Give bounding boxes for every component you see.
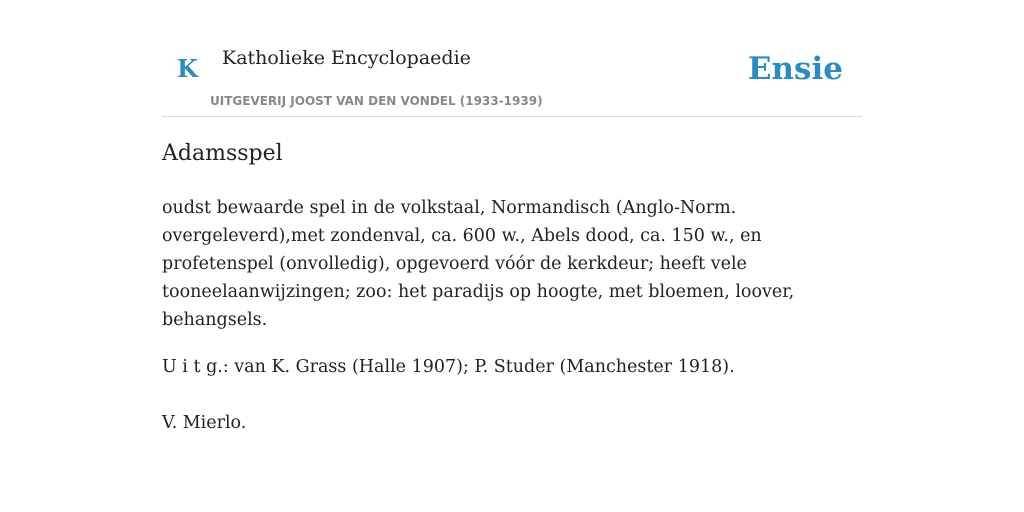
site-header: [162, 0, 862, 117]
article-author: V. Mierlo.: [162, 413, 247, 433]
ensie-brand-link[interactable]: Ensie: [747, 51, 843, 87]
article-references: U i t g.: van K. Grass (Halle 1907); P. Studer (Manchester 1918).: [162, 357, 735, 377]
site-title-link[interactable]: Katholieke Encyclopaedie: [222, 47, 471, 69]
site-subtitle: UITGEVERIJ JOOST VAN DEN VONDEL (1933-1939): [210, 94, 543, 108]
article: [162, 116, 862, 437]
site-logo-icon[interactable]: K: [177, 54, 198, 83]
article-body: oudst bewaarde spel in de volkstaal, Normandisch (Anglo-Norm. overgeleverd),met zondenval, ca. 600 w., Abels dood, ca. 150 w., en profetenspel (onvolledig), opgevoerd vóór de kerkdeur; heeft vele tooneelaanwijzingen; zoo: het paradijs op hoogte, met bloemen, loover, behangsels.: [162, 198, 795, 330]
article-title: Adamsspel: [162, 141, 283, 166]
